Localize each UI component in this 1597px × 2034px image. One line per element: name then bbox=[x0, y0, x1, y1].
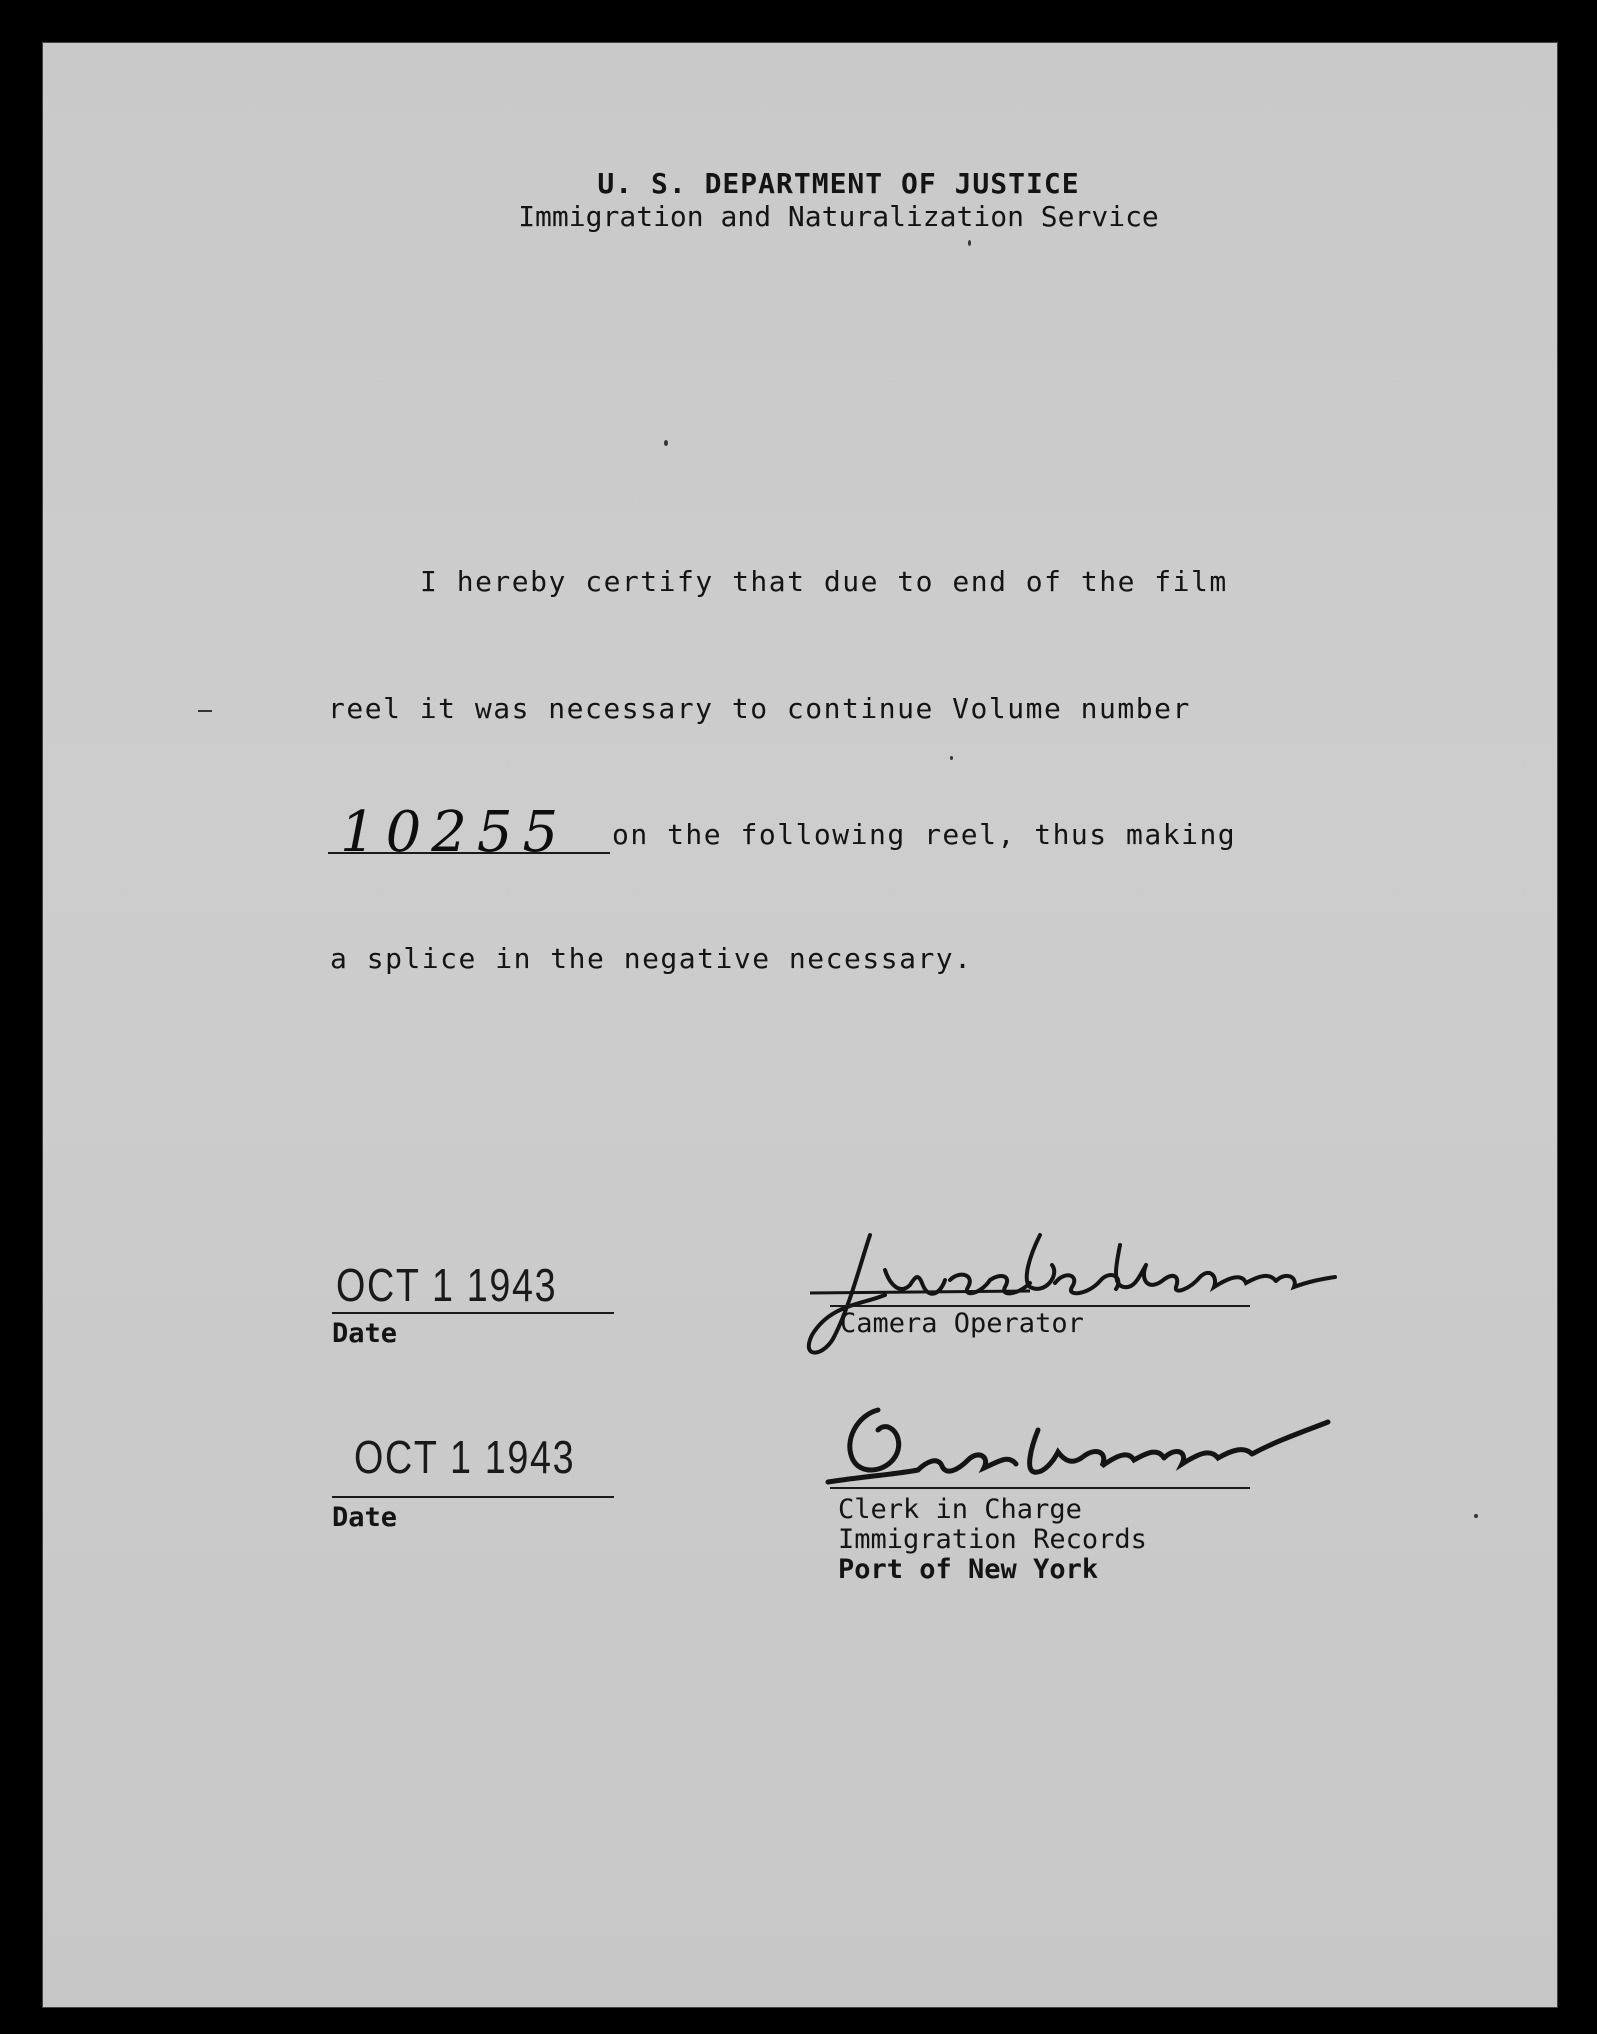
dust-speck bbox=[1474, 1514, 1478, 1518]
service-heading: Immigration and Naturalization Service bbox=[518, 200, 1159, 233]
date-label-2: Date bbox=[332, 1502, 398, 1533]
clerk-title-line-1: Clerk in Charge bbox=[838, 1494, 1082, 1525]
date-label-1: Date bbox=[332, 1318, 398, 1349]
certificate-line-2: reel it was necessary to continue Volume number bbox=[328, 692, 1191, 725]
camera-operator-signature bbox=[790, 1225, 1350, 1365]
certificate-line-1: I hereby certify that due to end of the film bbox=[420, 565, 1228, 598]
camera-operator-title: Camera Operator bbox=[840, 1308, 1084, 1339]
dust-speck bbox=[664, 440, 668, 446]
volume-number-underline bbox=[328, 852, 610, 854]
clerk-title-line-3: Port of New York bbox=[838, 1554, 1099, 1585]
dust-speck bbox=[968, 240, 971, 246]
department-heading: U. S. DEPARTMENT OF JUSTICE bbox=[597, 167, 1080, 200]
certificate-line-4: a splice in the negative necessary. bbox=[330, 942, 973, 975]
date-stamp-1: OCT 1 1943 bbox=[336, 1259, 558, 1311]
clerk-title-line-2: Immigration Records bbox=[838, 1524, 1147, 1555]
document-sheet bbox=[42, 42, 1558, 2008]
camera-signature-rule bbox=[830, 1305, 1250, 1307]
date-rule-2 bbox=[332, 1496, 614, 1498]
volume-number-handwritten: 10255 bbox=[340, 800, 569, 865]
dust-speck bbox=[198, 710, 212, 712]
date-rule-1 bbox=[332, 1312, 614, 1314]
certificate-line-3: on the following reel, thus making bbox=[612, 818, 1237, 851]
clerk-signature-rule bbox=[830, 1487, 1250, 1489]
clerk-signature bbox=[808, 1390, 1348, 1500]
dust-speck bbox=[950, 756, 953, 760]
date-stamp-2: OCT 1 1943 bbox=[354, 1431, 576, 1483]
